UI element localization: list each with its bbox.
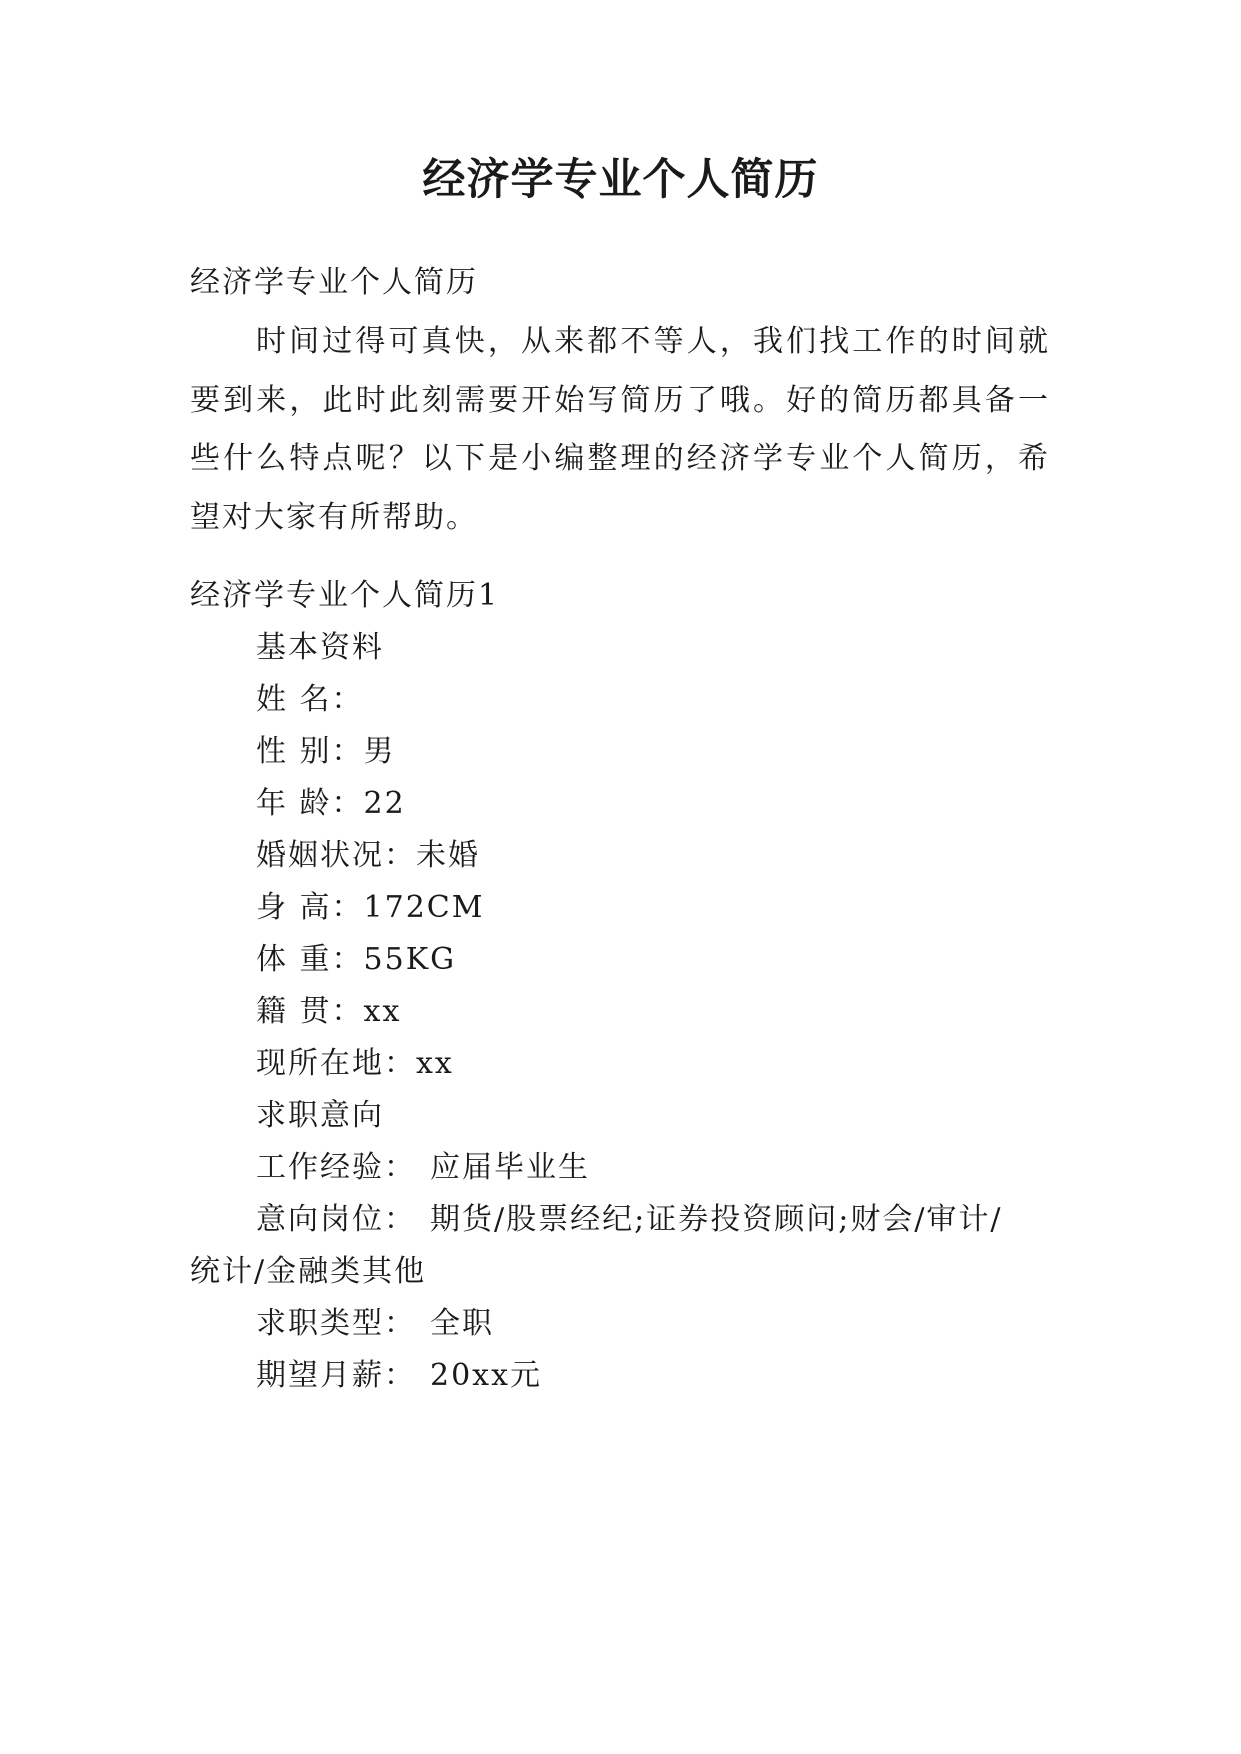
field-label: 工作经验： — [256, 1150, 416, 1185]
field-value: 全职 — [430, 1306, 494, 1341]
field-target-position-continued: 统计/金融类其他 — [190, 1254, 427, 1289]
field-label: 求职类型： — [256, 1306, 416, 1341]
intro-paragraph: 时间过得可真快，从来都不等人，我们找工作的时间就要到来，此时此刻需要开始写简历了哦。好的简历都具备一些什么特点呢？以下是小编整理的经济学专业个人简历，希望对大家有所帮助。 — [190, 324, 1050, 535]
field-label: 姓 名： — [256, 682, 364, 717]
field-native-place — [256, 992, 401, 1032]
field-value: 未婚 — [416, 838, 480, 873]
field-name — [256, 680, 364, 720]
field-label: 体 重： — [256, 942, 364, 977]
document-title: 经济学专业个人简历 — [422, 155, 819, 205]
field-label: 籍 贯： — [256, 994, 364, 1029]
field-label: 婚姻状况： — [256, 838, 416, 873]
field-value: 55KG — [363, 942, 457, 977]
document-heading: 经济学专业个人简历 — [190, 265, 478, 300]
field-expected-salary — [256, 1356, 542, 1396]
job-intent-heading: 求职意向 — [256, 1098, 384, 1133]
field-marital-status — [256, 836, 480, 876]
field-height — [256, 888, 484, 928]
field-current-location — [256, 1044, 454, 1084]
basic-info-heading: 基本资料 — [256, 630, 384, 665]
field-label: 意向岗位： — [256, 1202, 416, 1237]
field-weight — [256, 940, 456, 980]
field-work-experience — [256, 1148, 590, 1188]
field-label: 性 别： — [256, 734, 364, 769]
field-label: 年 龄： — [256, 786, 364, 821]
field-value: xx — [416, 1046, 454, 1081]
field-value: 22 — [363, 786, 406, 821]
field-value: 男 — [363, 734, 396, 769]
field-job-type — [256, 1304, 494, 1344]
field-value: 应届毕业生 — [430, 1150, 590, 1185]
field-age — [256, 784, 406, 824]
field-label: 期望月薪： — [256, 1358, 416, 1393]
section-title: 经济学专业个人简历1 — [190, 578, 500, 613]
field-target-position — [256, 1200, 1003, 1240]
field-gender — [256, 732, 396, 772]
field-value: 期货/股票经纪;证券投资顾问;财会/审计/ — [430, 1202, 1003, 1237]
field-label: 现所在地： — [256, 1046, 416, 1081]
field-value: xx — [363, 994, 402, 1029]
field-label: 身 高： — [256, 890, 364, 925]
field-value: 20xx元 — [430, 1358, 543, 1393]
field-value: 172CM — [363, 890, 485, 925]
